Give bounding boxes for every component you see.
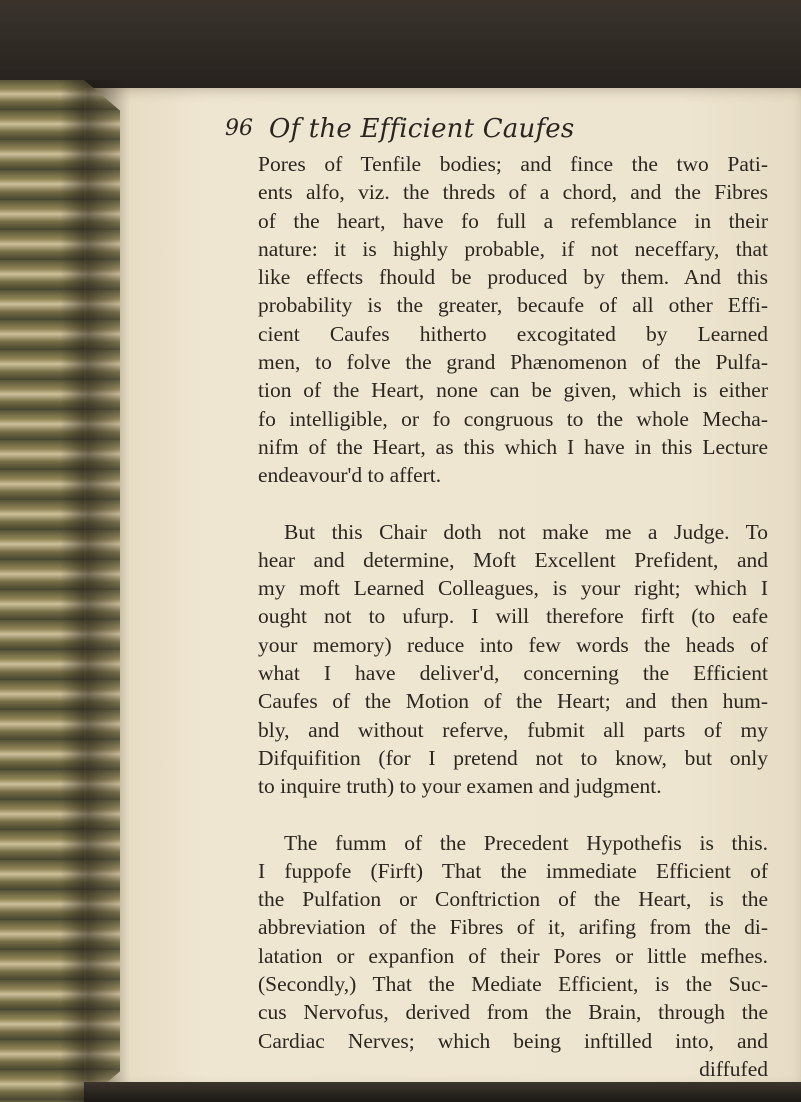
text-line: my moft Learned Colleagues, is your right; which I	[258, 576, 768, 601]
paragraph-1	[258, 150, 768, 490]
bottom-shadow	[84, 1082, 801, 1102]
body-text	[258, 150, 768, 1083]
paragraph-gap	[258, 801, 768, 829]
text-line: But this Chair doth not make me a Judge. To	[284, 519, 768, 544]
text-line: your memory) reduce into few words the heads of	[258, 632, 768, 657]
running-head: Of the Efficient Caufes	[269, 114, 575, 144]
text-line: ents alfo, viz. the threds of a chord, and the Fibres	[258, 180, 768, 205]
text-line: Pores of Tenfile bodies; and fince the two Pati-	[258, 152, 768, 176]
text-line: to inquire truth) to your examen and judgment.	[258, 774, 662, 799]
text-line: ought not to ufurp. I will therefore firft (to eafe	[258, 604, 768, 629]
text-line: hear and determine, Moft Excellent Prefident, and	[258, 547, 768, 572]
paragraph-3	[258, 829, 768, 1084]
text-line: Difquifition (for I pretend not to know, but only	[258, 745, 768, 770]
page-header	[225, 114, 745, 150]
text-line: nifm of the Heart, as this which I have in this Lecture	[258, 434, 768, 459]
text-line: fo intelligible, or fo congruous to the whole Mecha-	[258, 406, 768, 431]
catchword: diffufed	[699, 1056, 768, 1081]
text-line: cient Caufes hitherto excogitated by Learned	[258, 321, 768, 346]
text-line: bly, and without referve, fubmit all parts of my	[258, 717, 768, 742]
text-line: Caufes of the Motion of the Heart; and then hum-	[258, 689, 768, 714]
text-line: what I have deliver'd, concerning the Efficient	[258, 661, 768, 686]
text-line: endeavour'd to affert.	[258, 463, 442, 488]
text-line: latation or expanfion of their Pores or little mefhes.	[258, 943, 768, 968]
text-line: cus Nervofus, derived from the Brain, through the	[258, 1000, 768, 1025]
text-line: of the heart, have fo full a refemblance in their	[258, 208, 768, 233]
text-line: nature: it is highly probable, if not neceffary, that	[258, 236, 768, 261]
text-line: abbreviation of the Fibres of it, arifing from the di-	[258, 915, 768, 940]
paragraph-2	[258, 518, 768, 801]
text-line: tion of the Heart, none can be given, which is either	[258, 378, 768, 403]
text-line: like effects fhould be produced by them. And this	[258, 265, 768, 290]
gutter-shadow	[60, 80, 130, 1102]
text-line: Cardiac Nerves; which being inftilled into, and	[258, 1028, 768, 1053]
text-line: (Secondly,) That the Mediate Efficient, is the Suc-	[258, 972, 768, 997]
paragraph-gap	[258, 490, 768, 518]
text-line: men, to folve the grand Phænomenon of the Pulfa-	[258, 350, 768, 375]
page-number: 96	[225, 116, 253, 141]
text-line: the Pulfation or Conftriction of the Heart, is the	[258, 887, 768, 912]
text-line: The fumm of the Precedent Hypothefis is this.	[284, 830, 768, 855]
text-line: probability is the greater, becaufe of all other Effi-	[258, 293, 768, 318]
text-line: I fuppofe (Firft) That the immediate Efficient of	[258, 858, 768, 883]
